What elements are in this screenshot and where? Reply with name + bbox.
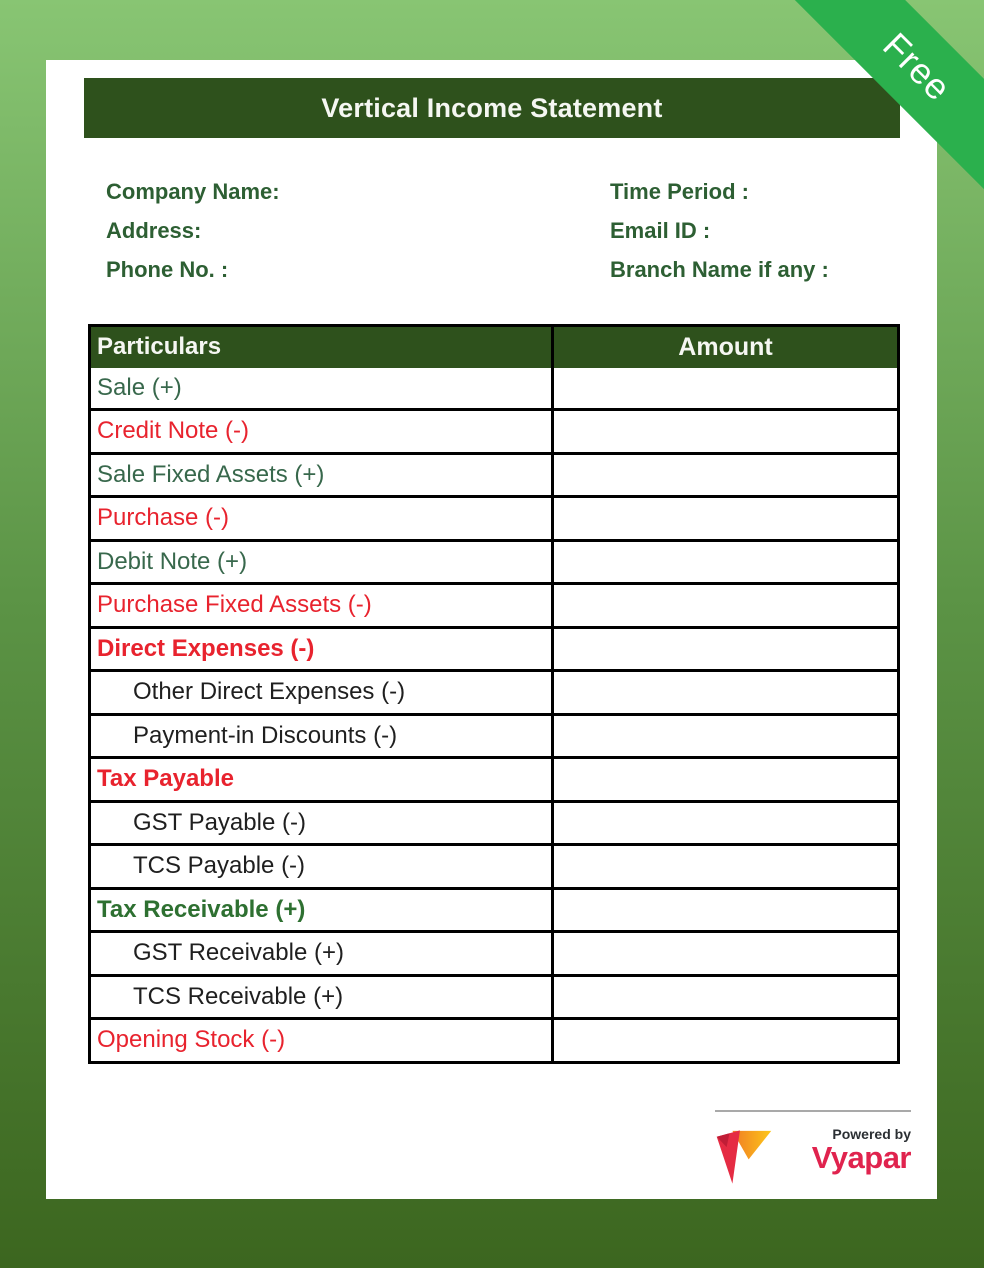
amount-cell: [551, 1020, 897, 1061]
particulars-column-header: Particulars: [97, 333, 222, 361]
particulars-cell: Purchase (-): [97, 504, 230, 532]
company-name-label: Company Name:: [106, 179, 280, 204]
table-row: [91, 713, 897, 757]
amount-cell: [551, 368, 897, 409]
amount-cell: [551, 629, 897, 670]
particulars-cell: Direct Expenses (-): [97, 634, 315, 662]
table-body: [91, 368, 897, 1061]
amount-cell: [551, 977, 897, 1018]
statement-page: [46, 60, 937, 1199]
table-row: [91, 539, 897, 583]
amount-cell: [551, 542, 897, 583]
page-title: Vertical Income Statement: [321, 92, 663, 123]
table-row: [91, 669, 897, 713]
powered-by-label: Powered by: [832, 1126, 911, 1142]
table-row: [91, 974, 897, 1018]
particulars-cell: Other Direct Expenses (-): [133, 678, 406, 706]
particulars-cell: Payment-in Discounts (-): [133, 721, 398, 749]
table-row: [91, 495, 897, 539]
email-label: Email ID :: [610, 218, 711, 243]
table-row: [91, 368, 897, 409]
company-info-left: [106, 172, 280, 289]
particulars-cell: TCS Payable (-): [133, 852, 306, 880]
brand-row: [715, 1122, 911, 1186]
table-row: [91, 452, 897, 496]
branch-label: Branch Name if any :: [610, 257, 829, 282]
footer-branding: [715, 1110, 911, 1186]
particulars-cell: Sale (+): [97, 373, 182, 401]
amount-cell: [551, 890, 897, 931]
particulars-cell: GST Payable (-): [133, 808, 306, 836]
particulars-cell: Sale Fixed Assets (+): [97, 460, 325, 488]
amount-cell: [551, 759, 897, 800]
amount-cell: [551, 933, 897, 974]
table-row: [91, 887, 897, 931]
amount-cell: [551, 803, 897, 844]
footer-divider: [715, 1110, 911, 1112]
amount-cell: [551, 846, 897, 887]
time-period-label: Time Period :: [610, 179, 749, 204]
particulars-cell: TCS Receivable (+): [133, 982, 344, 1010]
particulars-cell: GST Receivable (+): [133, 939, 344, 967]
income-statement-table: [88, 324, 900, 1064]
amount-cell: [551, 672, 897, 713]
table-row: [91, 626, 897, 670]
vyapar-logo-icon: [715, 1128, 773, 1186]
table-header-row: [91, 327, 897, 368]
particulars-cell: Purchase Fixed Assets (-): [97, 591, 372, 619]
amount-cell: [551, 498, 897, 539]
table-row: [91, 843, 897, 887]
particulars-cell: Tax Receivable (+): [97, 895, 306, 923]
table-row: [91, 800, 897, 844]
table-row: [91, 408, 897, 452]
amount-cell: [551, 455, 897, 496]
amount-cell: [551, 585, 897, 626]
brand-name: Vyapar: [811, 1140, 911, 1175]
title-bar: [84, 78, 900, 138]
table-row: [91, 930, 897, 974]
amount-cell: [551, 716, 897, 757]
address-label: Address:: [106, 218, 202, 243]
amount-cell: [551, 411, 897, 452]
table-row: [91, 582, 897, 626]
free-ribbon-label: Free: [875, 24, 960, 109]
particulars-cell: Credit Note (-): [97, 417, 250, 445]
amount-column-header: Amount: [551, 327, 897, 368]
particulars-cell: Tax Payable: [97, 765, 234, 793]
phone-label: Phone No. :: [106, 257, 229, 282]
table-row: [91, 756, 897, 800]
brand-text: [773, 1122, 911, 1175]
table-row: [91, 1017, 897, 1061]
particulars-cell: Debit Note (+): [97, 547, 248, 575]
particulars-cell: Opening Stock (-): [97, 1026, 286, 1054]
company-info-right: [610, 172, 829, 289]
